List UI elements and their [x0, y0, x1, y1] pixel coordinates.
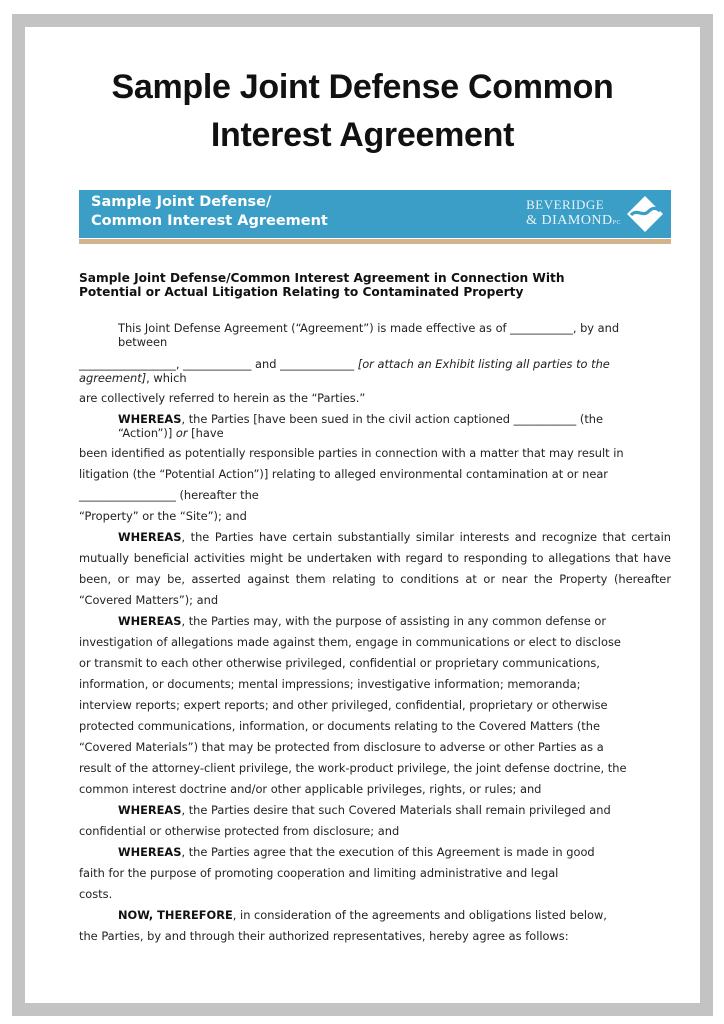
logo-line-2: & DIAMOND: [526, 213, 613, 228]
whereas-1-line-5: _________________ (hereafter the: [79, 488, 259, 502]
whereas-keyword: WHEREAS: [118, 614, 182, 628]
whereas-keyword: WHEREAS: [118, 412, 182, 426]
heading-line-1: Sample Joint Defense/Common Interest Agreement in Connection With: [79, 271, 565, 285]
document-body: [79, 257, 671, 947]
heading-line-2: Potential or Actual Litigation Relating to Contaminated Property: [79, 285, 524, 299]
intro-paragraph: [79, 321, 671, 349]
parties-blanks: _________________, ____________ and _____________: [79, 357, 358, 371]
logo-text: [526, 197, 621, 231]
whereas-3-line-4: information, or documents; mental impressions; investigative information; memoranda;: [79, 677, 581, 691]
whereas-1-line-1: , the Parties [have been sued in the civil action captioned ___________ (the: [181, 412, 604, 426]
intro-parties: [79, 357, 671, 385]
whereas-2: [79, 527, 671, 611]
whereas-1-line-3: been identified as potentially responsible parties in connection with a matter that may result in: [79, 446, 624, 460]
whereas-3-line-5: interview reports; expert reports; and other privileged, confidential, proprietary or otherwise: [79, 698, 608, 712]
document-heading: [79, 271, 671, 299]
banner-title-line-1: Sample Joint Defense/: [91, 194, 272, 210]
page-frame: [12, 14, 713, 1016]
whereas-3-line-3: or transmit to each other otherwise privileged, confidential or proprietary communications,: [79, 656, 600, 670]
whereas-3-line-6: protected communications, information, or documents relating to the Covered Matters (the: [79, 719, 600, 733]
intro-line-2: between: [118, 335, 168, 349]
document-banner: [79, 190, 671, 238]
now-therefore: [79, 905, 671, 947]
now-therefore-keyword: NOW, THEREFORE: [118, 908, 233, 922]
whereas-4-line-1: , the Parties desire that such Covered Materials shall remain privileged and: [181, 803, 611, 817]
whereas-3-line-8: result of the attorney-client privilege, the work-product privilege, the joint defense doctrine, the: [79, 761, 627, 775]
parties-end: , which: [146, 371, 187, 385]
whereas-keyword: WHEREAS: [118, 530, 182, 544]
whereas-3-line-1: , the Parties may, with the purpose of assisting in any common defense or: [181, 614, 607, 628]
now-therefore-line-2: the Parties, by and through their authorized representatives, hereby agree as follows:: [79, 929, 569, 943]
whereas-1-line-2a: “Action”)]: [118, 426, 176, 440]
logo-line-1: BEVERIDGE: [526, 197, 605, 212]
banner-title: [91, 193, 328, 231]
whereas-3-line-2: investigation of allegations made against them, engage in communications or elect to disclose: [79, 635, 621, 649]
intro-line-1: This Joint Defense Agreement (“Agreement”) is made effective as of ___________, by and: [118, 321, 620, 335]
diamond-wave-icon: [625, 194, 665, 234]
whereas-3-line-9: common interest doctrine and/or other applicable privileges, rights, or rules; and: [79, 782, 542, 796]
whereas-keyword: WHEREAS: [118, 845, 182, 859]
whereas-1: [79, 412, 671, 440]
now-therefore-line-1: , in consideration of the agreements and obligations listed below,: [232, 908, 607, 922]
whereas-3: [79, 611, 671, 800]
whereas-5: [79, 842, 671, 905]
whereas-5-line-1: , the Parties agree that the execution of this Agreement is made in good: [181, 845, 595, 859]
banner-title-line-2: Common Interest Agreement: [91, 213, 328, 229]
whereas-1-or: or: [175, 426, 188, 440]
whereas-3-line-7: “Covered Materials”) that may be protected from disclosure to adverse or other Parties as a: [79, 740, 604, 754]
whereas-2-text: , the Parties have certain substantially similar interests and recognize that certain mutually beneficial activities might be undertaken with regard to responding to allegations that have been, or may be, asserted against them relating to conditions at or near the Property (hereafter “Covered Matters”); and: [79, 530, 671, 607]
whereas-5-line-2: faith for the purpose of promoting cooperation and limiting administrative and legal: [79, 866, 559, 880]
page-title-line-1: Sample Joint Defense Common: [111, 68, 614, 106]
whereas-1-line-2b: [have: [187, 426, 224, 440]
whereas-4: [79, 800, 671, 842]
beveridge-diamond-logo: [526, 193, 665, 235]
banner-accent-strip: [79, 239, 671, 244]
parties-note: [or attach an Exhibit listing all parties to the agreement]: [79, 357, 610, 385]
intro-collective: are collectively referred to herein as the “Parties.”: [79, 391, 366, 405]
whereas-keyword: WHEREAS: [118, 803, 182, 817]
page-title-line-2: Interest Agreement: [210, 116, 515, 154]
whereas-1-line-4: litigation (the “Potential Action”)] relating to alleged environmental contamination at or near: [79, 467, 608, 481]
logo-suffix: PC: [612, 220, 621, 226]
document-page: [25, 27, 700, 1003]
whereas-4-line-2: confidential or otherwise protected from disclosure; and: [79, 824, 400, 838]
page-title: [25, 63, 700, 159]
whereas-1-line-6: “Property” or the “Site”); and: [79, 509, 247, 523]
whereas-5-line-3: costs.: [79, 887, 113, 901]
